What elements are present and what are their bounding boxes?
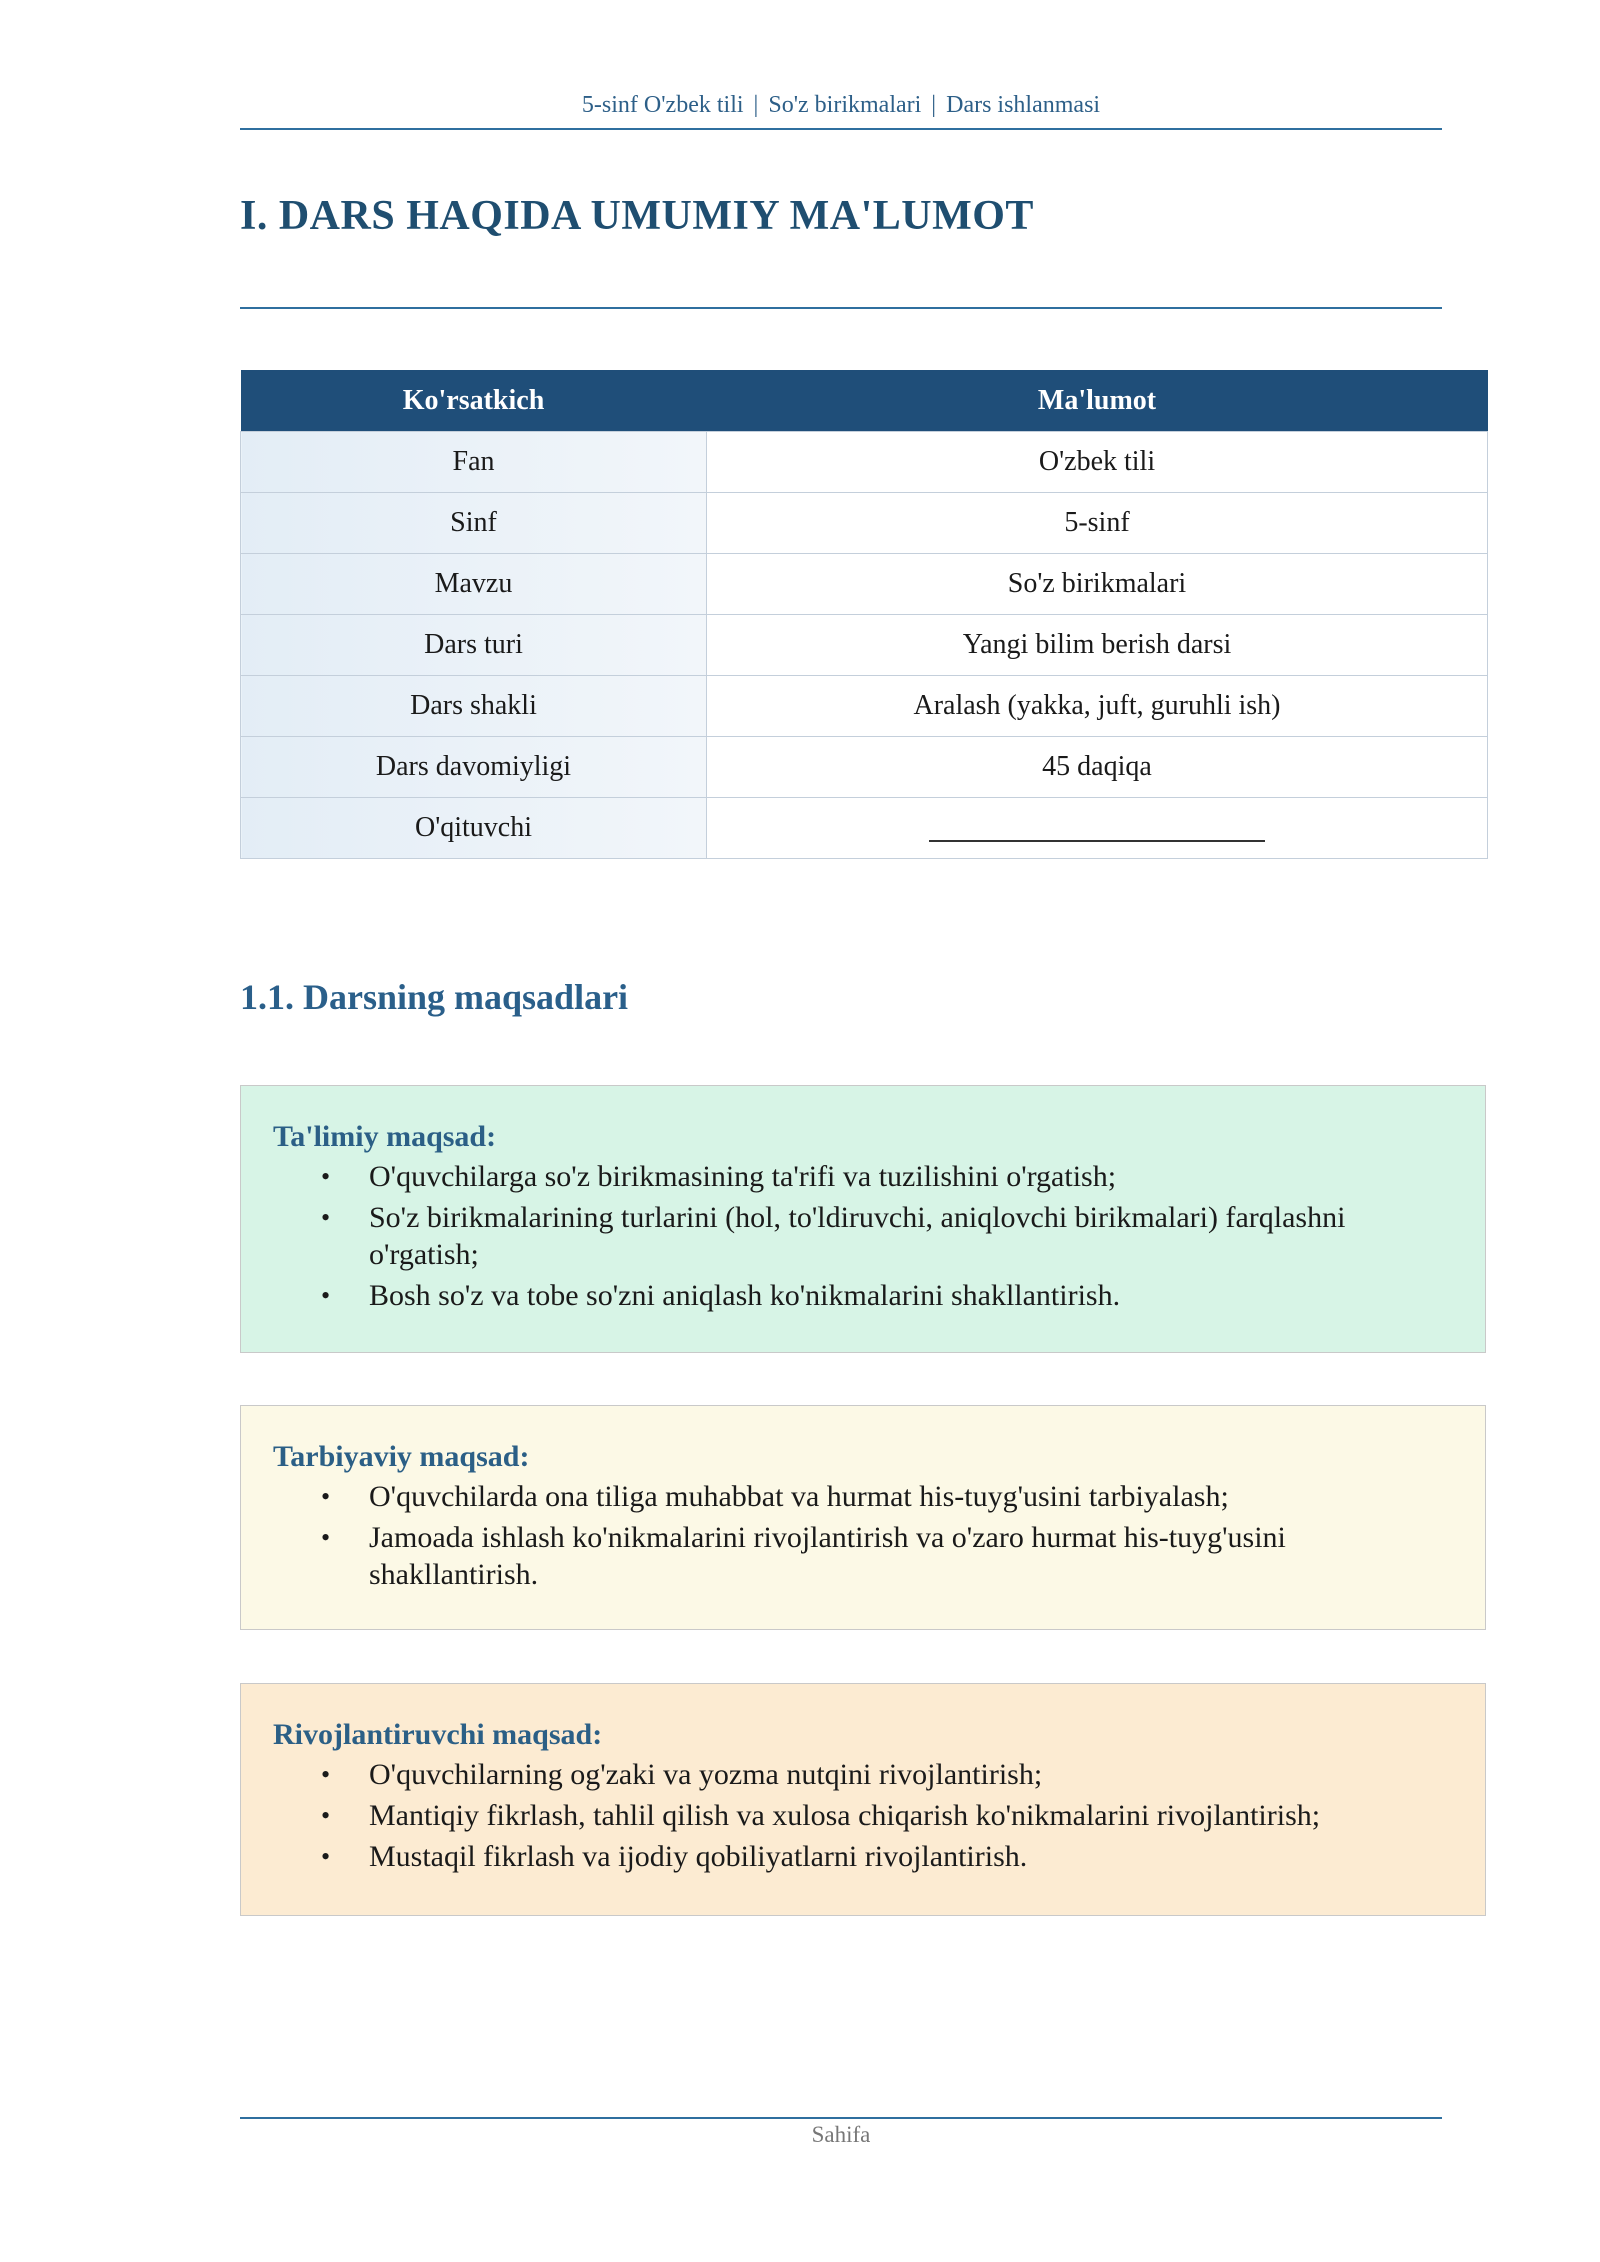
bullet: • [321, 1760, 331, 1789]
educational-goal-title: Ta'limiy maqsad: [273, 1120, 497, 1153]
row-key: O'qituvchi [241, 798, 707, 859]
developmental-goal-box [240, 1683, 1486, 1916]
row-key: Sinf [241, 493, 707, 554]
header-doc-type: Dars ishlanmasi [946, 92, 1101, 118]
list-item [321, 1158, 1453, 1195]
row-value: Yangi bilim berish darsi [707, 615, 1488, 676]
list-item-text: O'quvchilarning og'zaki va yozma nutqini rivojlantirish; [369, 1758, 1043, 1791]
table-row [241, 737, 1488, 798]
upbringing-goal-title: Tarbiyaviy maqsad: [273, 1440, 530, 1473]
row-value: O'zbek tili [707, 432, 1488, 493]
row-key: Dars davomiyligi [241, 737, 707, 798]
list-item [321, 1797, 1453, 1834]
header-separator: | [753, 92, 759, 118]
list-item [321, 1838, 1453, 1875]
developmental-goal-title: Rivojlantiruvchi maqsad: [273, 1718, 603, 1751]
row-value: 45 daqiqa [707, 737, 1488, 798]
table-row [241, 493, 1488, 554]
table-row [241, 798, 1488, 859]
table-row [241, 554, 1488, 615]
bullet: • [321, 1842, 331, 1871]
row-key: Dars turi [241, 615, 707, 676]
bullet: • [321, 1281, 331, 1310]
row-value: Aralash (yakka, juft, guruhli ish) [707, 676, 1488, 737]
list-item-text: So'z birikmalarining turlarini (hol, to'ldiruvchi, aniqlovchi birikmalari) farqlashni o'rgatish; [369, 1201, 1346, 1271]
page-footer: Sahifa [811, 2122, 871, 2147]
list-item [321, 1199, 1453, 1273]
bullet: • [321, 1482, 331, 1511]
teacher-blank-line [929, 818, 1265, 842]
header-rule [240, 128, 1442, 130]
table-row [241, 676, 1488, 737]
list-item [321, 1756, 1453, 1793]
section-title: I. DARS HAQIDA UMUMIY MA'LUMOT [240, 193, 1034, 239]
row-key: Dars shakli [241, 676, 707, 737]
educational-goal-box [240, 1085, 1486, 1353]
table-header-row [241, 370, 1488, 432]
bullet: • [321, 1203, 331, 1232]
row-value: 5-sinf [707, 493, 1488, 554]
header-subject: 5-sinf O'zbek tili [581, 92, 744, 118]
row-key: Fan [241, 432, 707, 493]
list-item [321, 1277, 1453, 1314]
list-item-text: Jamoada ishlash ko'nikmalarini rivojlantirish va o'zaro hurmat his-tuyg'usini shakllantirish. [369, 1521, 1286, 1591]
lesson-info-table [240, 370, 1488, 859]
bullet: • [321, 1523, 331, 1552]
list-item [321, 1478, 1453, 1515]
title-rule [240, 307, 1442, 309]
row-key: Mavzu [241, 554, 707, 615]
upbringing-goal-list [273, 1478, 1453, 1593]
header-separator: | [931, 92, 937, 118]
row-value: So'z birikmalari [707, 554, 1488, 615]
list-item-text: Mantiqiy fikrlash, tahlil qilish va xulosa chiqarish ko'nikmalarini rivojlantirish; [369, 1799, 1321, 1832]
upbringing-goal-box [240, 1405, 1486, 1630]
list-item-text: Mustaqil fikrlash va ijodiy qobiliyatlarni rivojlantirish. [369, 1840, 1028, 1873]
bullet: • [321, 1162, 331, 1191]
header-topic: So'z birikmalari [768, 92, 922, 118]
subsection-title: 1.1. Darsning maqsadlari [240, 977, 629, 1017]
footer-rule [240, 2117, 1442, 2119]
list-item [321, 1519, 1453, 1593]
column-header-info: Ma'lumot [707, 370, 1488, 432]
teacher-blank-cell [707, 798, 1488, 859]
table-row [241, 432, 1488, 493]
column-header-indicator: Ko'rsatkich [241, 370, 707, 432]
developmental-goal-list [273, 1756, 1453, 1875]
table-row [241, 615, 1488, 676]
bullet: • [321, 1801, 331, 1830]
list-item-text: Bosh so'z va tobe so'zni aniqlash ko'nikmalarini shakllantirish. [369, 1279, 1121, 1312]
list-item-text: O'quvchilarga so'z birikmasining ta'rifi va tuzilishini o'rgatish; [369, 1160, 1117, 1193]
educational-goal-list [273, 1158, 1453, 1314]
running-header [240, 92, 1442, 119]
list-item-text: O'quvchilarda ona tiliga muhabbat va hurmat his-tuyg'usini tarbiyalash; [369, 1480, 1229, 1513]
